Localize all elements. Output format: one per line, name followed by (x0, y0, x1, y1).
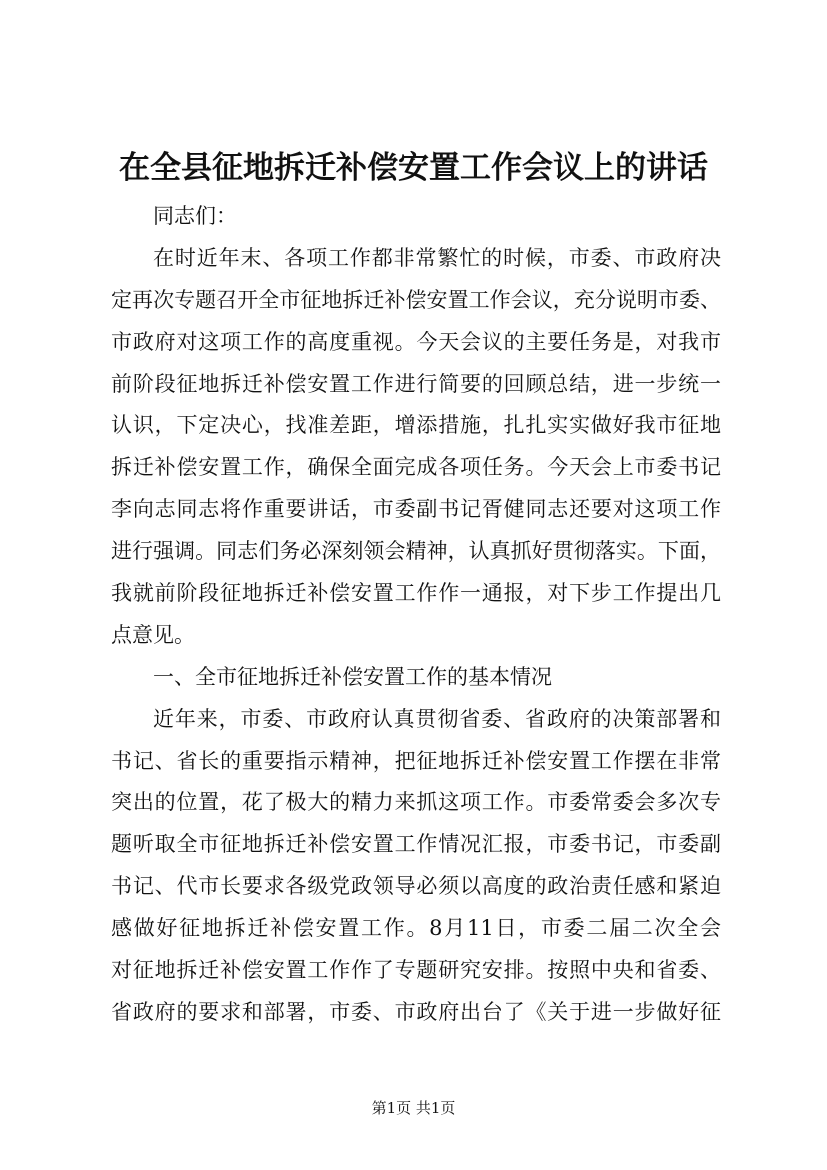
paragraph-line: 在时近年末、各项工作都非常繁忙的时候，市委、市政府决 (153, 245, 721, 270)
paragraph-line: 我就前阶段征地拆迁补偿安置工作作一通报，对下步工作提出几 (111, 581, 721, 606)
document-title: 在全县征地拆迁补偿安置工作会议上的讲话 (119, 150, 708, 186)
section-heading: 一、全市征地拆迁补偿安置工作的基本情况 (153, 664, 552, 689)
paragraph-line: 省政府的要求和部署，市委、市政府出台了《关于进一步做好征 (111, 999, 721, 1024)
paragraph-line: 书记、省长的重要指示精神，把征地拆迁补偿安置工作摆在非常 (111, 748, 721, 773)
paragraph-line: 感做好征地拆迁补偿安置工作。8月11日，市委二届二次全会 (111, 916, 721, 941)
paragraph-line: 进行强调。同志们务必深刻领会精神，认真抓好贯彻落实。下面， (111, 539, 721, 564)
paragraph-line: 点意见。 (111, 622, 195, 647)
paragraph-line: 市政府对这项工作的高度重视。今天会议的主要任务是，对我市 (111, 329, 721, 354)
document-body (111, 196, 721, 1034)
paragraph-line: 定再次专题召开全市征地拆迁补偿安置工作会议，充分说明市委、 (111, 287, 721, 312)
paragraph-line: 对征地拆迁补偿安置工作作了专题研究安排。按照中央和省委、 (111, 958, 721, 983)
page-footer: 第1页 共1页 (371, 1099, 456, 1117)
paragraph-line: 李向志同志将作重要讲话，市委副书记胥健同志还要对这项工作 (111, 497, 721, 522)
paragraph-line: 认识，下定决心，找准差距，增添措施，扎扎实实做好我市征地 (111, 413, 721, 438)
paragraph-line: 突出的位置，花了极大的精力来抓这项工作。市委常委会多次专 (111, 790, 721, 815)
paragraph-line: 书记、代市长要求各级党政领导必须以高度的政治责任感和紧迫 (111, 874, 721, 899)
paragraph-line: 近年来，市委、市政府认真贯彻省委、省政府的决策部署和 (153, 706, 721, 731)
salutation-line: 同志们： (153, 204, 237, 228)
paragraph-line: 题听取全市征地拆迁补偿安置工作情况汇报，市委书记，市委副 (111, 832, 721, 857)
paragraph-line: 前阶段征地拆迁补偿安置工作进行简要的回顾总结，进一步统一 (111, 371, 721, 396)
paragraph-line: 拆迁补偿安置工作，确保全面完成各项任务。今天会上市委书记 (111, 455, 721, 480)
